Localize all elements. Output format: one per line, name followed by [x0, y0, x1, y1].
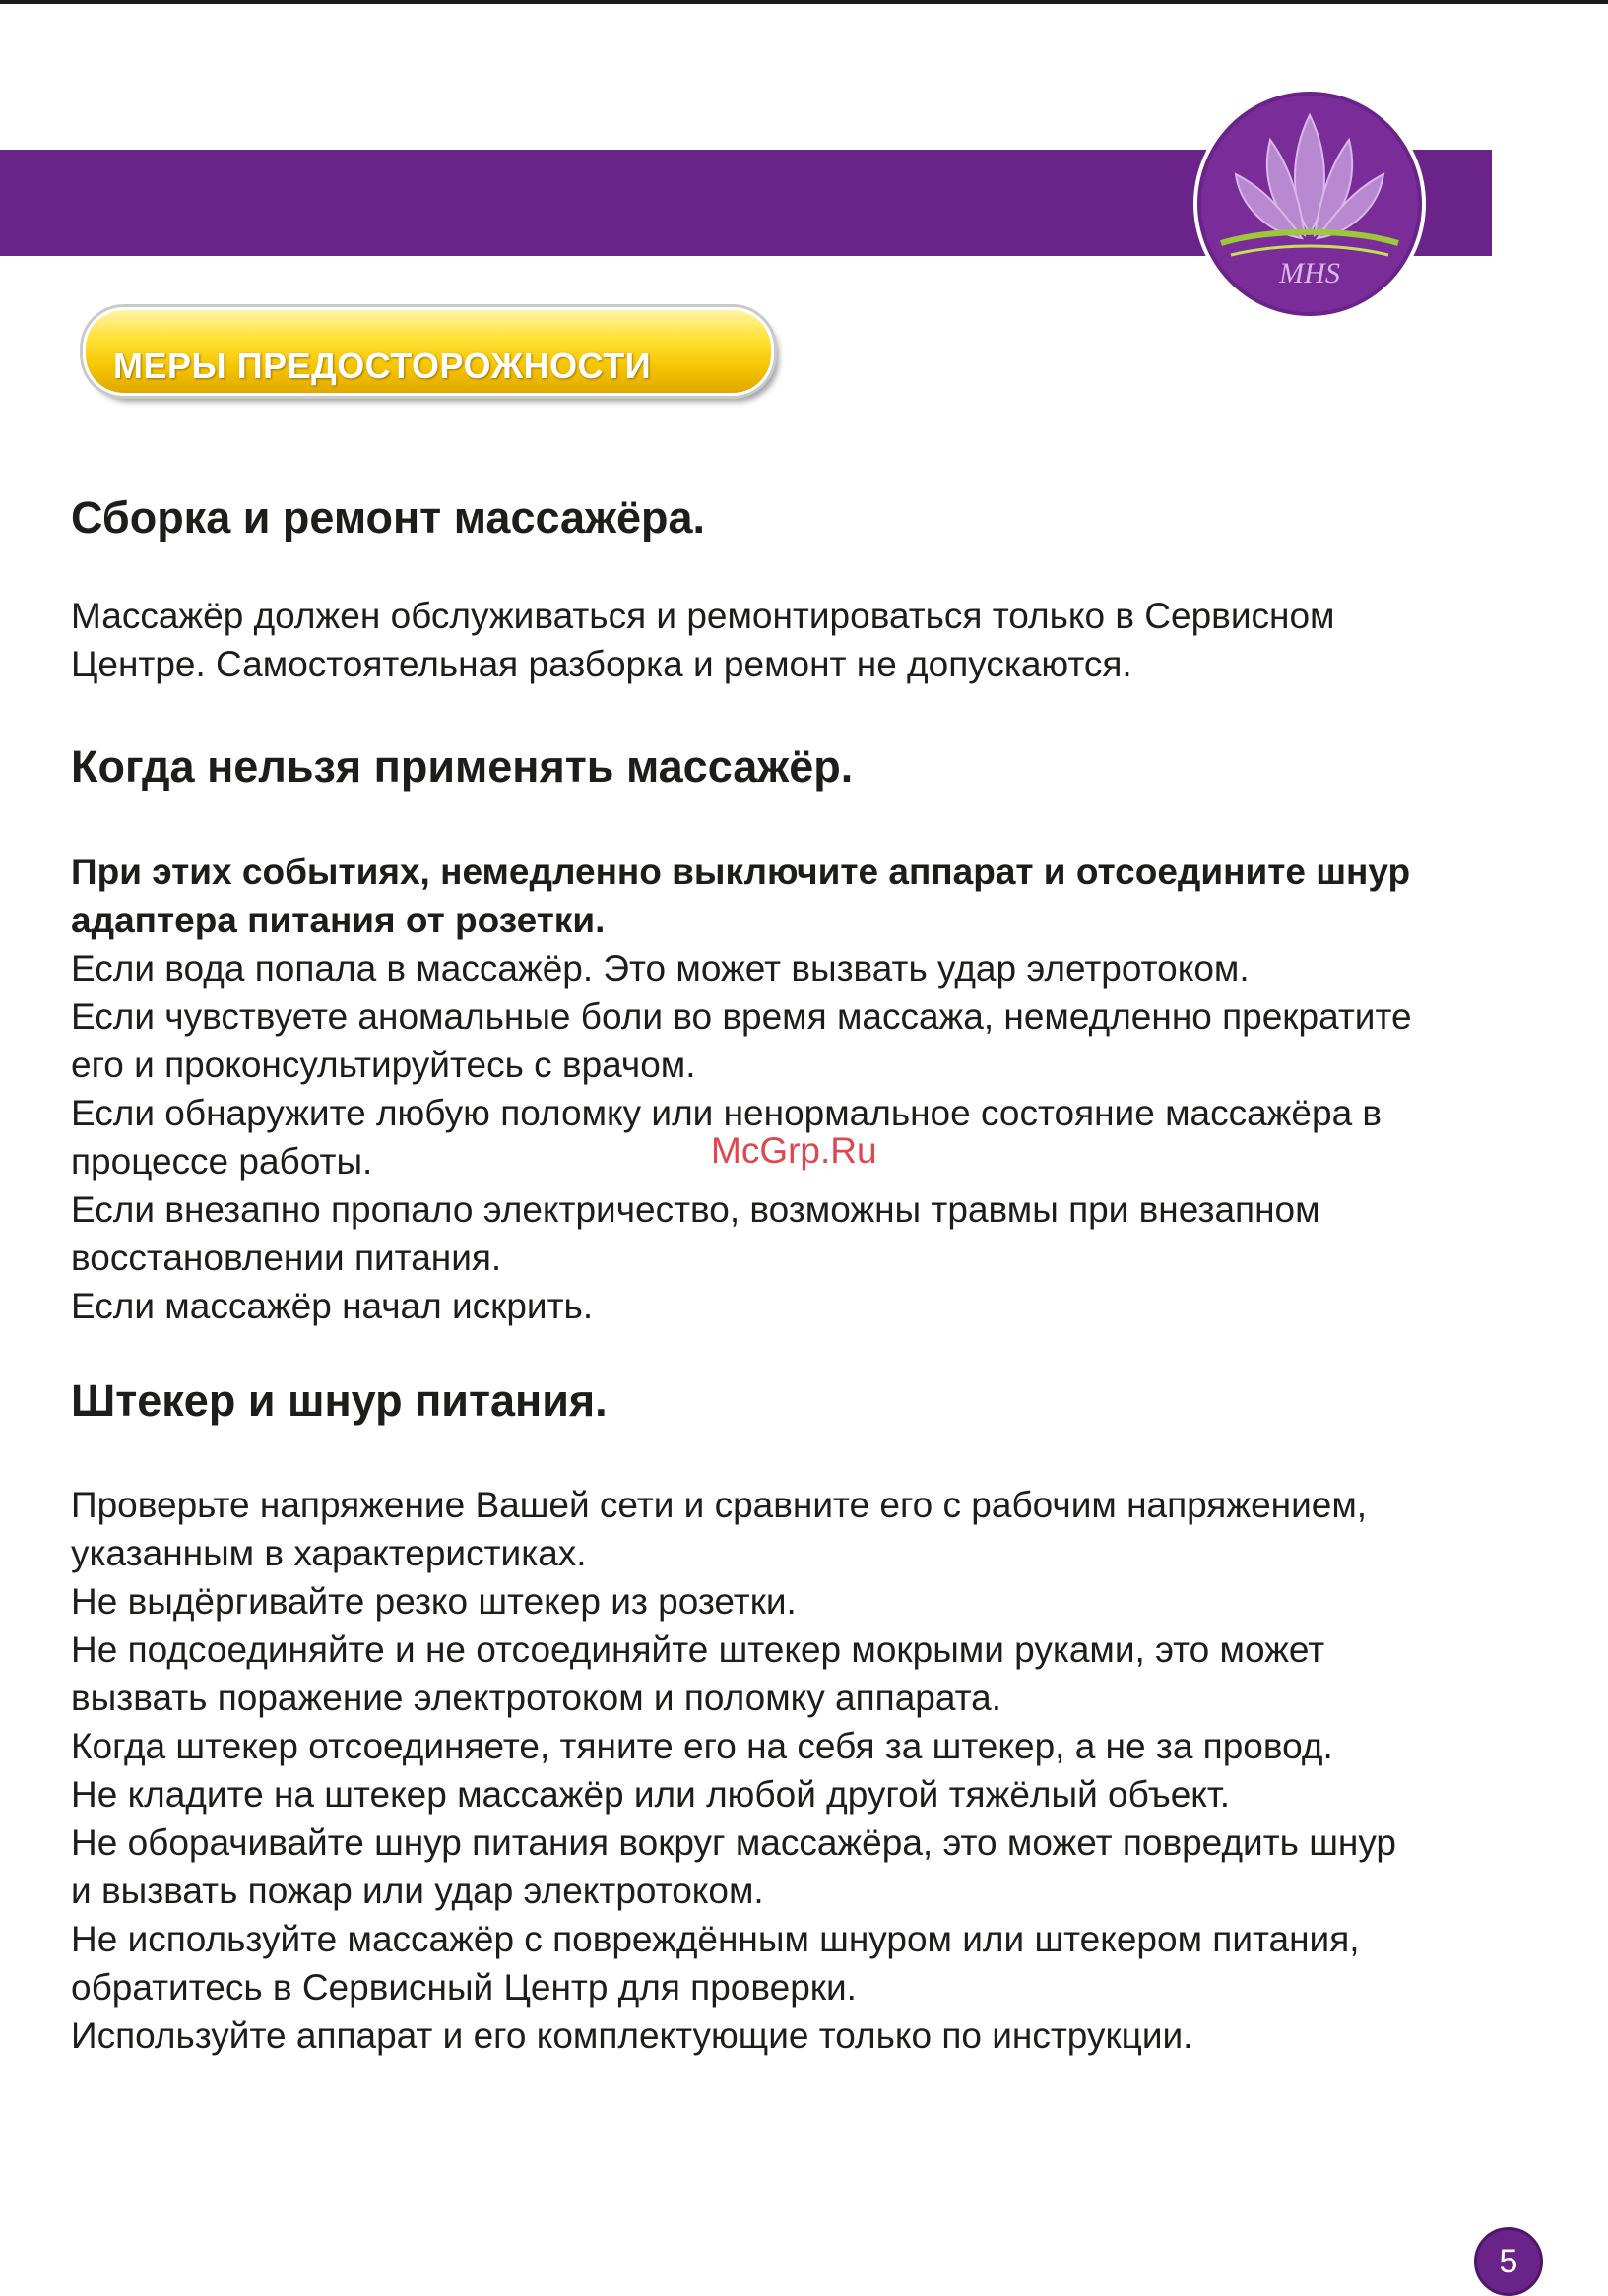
- text-line: Проверьте напряжение Вашей сети и сравните его с рабочим напряжением,: [71, 1485, 1368, 1525]
- text-line: Не используйте массажёр с повреждённым шнуром или штекером питания,: [71, 1919, 1360, 1959]
- text-line: Если вода попала в массажёр. Это может вызвать удар элетротоком.: [71, 948, 1250, 989]
- lotus-logo: [1191, 86, 1428, 322]
- text-line: Массажёр должен обслуживаться и ремонтироваться только в Сервисном: [71, 596, 1335, 636]
- heading-plug-cord: Штекер и шнур питания.: [71, 1375, 608, 1426]
- badge-label: МЕРЫ ПРЕДОСТОРОЖНОСТИ: [113, 346, 652, 386]
- section-badge: [83, 307, 774, 396]
- text-line: Не выдёргивайте резко штекер из розетки.: [71, 1581, 797, 1622]
- text-line: Если чувствуете аномальные боли во время массажа, немедленно прекратите: [71, 996, 1412, 1037]
- heading-contraindications: Когда нельзя применять массажёр.: [71, 741, 854, 792]
- text-line: Если массажёр начал искрить.: [71, 1286, 594, 1326]
- watermark: McGrp.Ru: [711, 1130, 877, 1171]
- page-number: 5: [1474, 2227, 1543, 2296]
- text-line: процессе работы.: [71, 1141, 373, 1181]
- warning-line: При этих событиях, немедленно выключите аппарат и отсоедините шнур: [71, 852, 1411, 892]
- top-rule: [0, 0, 1608, 4]
- logo-text: MHS: [1279, 257, 1340, 289]
- text-line: и вызвать пожар или удар электротоком.: [71, 1871, 764, 1911]
- text-line: вызвать поражение электротоком и поломку аппарата.: [71, 1678, 1002, 1718]
- text-line: Не оборачивайте шнур питания вокруг массажёра, это может повредить шнур: [71, 1822, 1396, 1863]
- page-content: [71, 489, 1538, 2060]
- text-line: его и проконсультируйтесь с врачом.: [71, 1045, 696, 1085]
- text-line: Когда штекер отсоединяете, тяните его на себя за штекер, а не за провод.: [71, 1726, 1333, 1766]
- text-line: Не подсоединяйте и не отсоединяйте штекер мокрыми руками, это может: [71, 1629, 1325, 1670]
- text-line: обратитесь в Сервисный Центр для проверки.: [71, 1967, 857, 2008]
- heading-assembly: Сборка и ремонт массажёра.: [71, 492, 706, 542]
- text-line: Если обнаружите любую поломку или ненормальное состояние массажёра в: [71, 1093, 1383, 1133]
- text-line: Не кладите на штекер массажёр или любой другой тяжёлый объект.: [71, 1774, 1231, 1815]
- text-line: Центре. Самостоятельная разборка и ремонт не допускаются.: [71, 644, 1132, 684]
- text-line: указанным в характеристиках.: [71, 1533, 587, 1573]
- warning-line: адаптера питания от розетки.: [71, 900, 606, 940]
- text-line: восстановлении питания.: [71, 1238, 502, 1278]
- text-line: Если внезапно пропало электричество, возможны травмы при внезапном: [71, 1189, 1320, 1230]
- text-line: Используйте аппарат и его комплектующие только по инструкции.: [71, 2015, 1193, 2056]
